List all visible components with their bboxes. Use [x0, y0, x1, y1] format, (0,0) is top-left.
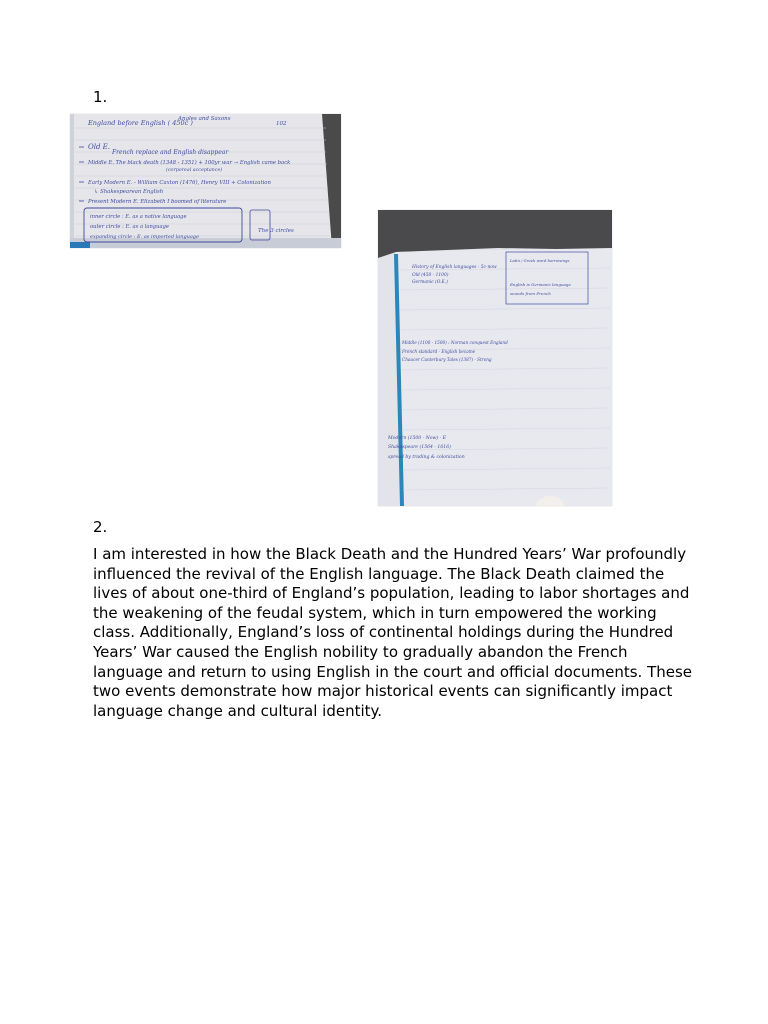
photo2-line: Old (450 - 1100) — [412, 273, 449, 278]
photo1-line: (corporeal acceptance) — [166, 168, 223, 173]
photo1-line: The 3 circles — [258, 228, 294, 234]
photo2-line: Middle (1100 - 1500) : Norman conquest England — [402, 340, 508, 345]
photo1-line: Early Modern E. - William Caxton (1476), Henry VIII + Colonization — [88, 180, 271, 186]
notebook-photo-2 — [378, 210, 612, 506]
photo1-line: Middle E. The black death (1348 - 1351) + 100yr war → English came back — [88, 160, 291, 166]
photo2-line: Germanic (O.E.) — [412, 280, 448, 285]
answer-paragraph: I am interested in how the Black Death and the Hundred Years’ War profoundly influenced the revival of the English language. The Black Death claimed the lives of about one-third of England’s population, leading to labor shortages and the weakening of the feudal system, which in turn empowered the working class. Additionally, England’s loss of continental holdings during the Hundred Years’ War caused the English nobility to gradually abandon the French language and return to using English in the court and official documents. These two events demonstrate how major historical events can significantly impact language change and cultural identity. — [93, 545, 693, 720]
photo2-line: French standard - English became — [402, 349, 476, 354]
photo1-header: England before English ( 450c ) — [88, 119, 193, 127]
item-number-1: 1. — [93, 88, 108, 106]
photo1-line: Present Modern E. Elizabeth I boomed of literature — [88, 199, 227, 205]
photo2-line: Chaucer Canterbury Tales (1387) - Strong — [402, 357, 492, 362]
photo2-line: sounds from French — [510, 291, 551, 296]
photo1-top-note: Angles and Saxons — [178, 116, 231, 122]
photo2-line: Latin / Greek word borrowings — [510, 258, 570, 263]
photo2-line: spread by trading & colonization — [388, 455, 465, 460]
item-number-2: 2. — [93, 518, 108, 536]
photo2-line: Shakespeare (1564 - 1616) — [388, 445, 451, 450]
photo2-line: English is Germanic language — [510, 282, 571, 287]
photo1-page-number: 102 — [276, 121, 287, 127]
photo2-line: Modern (1500 - Now) - E — [388, 436, 447, 441]
photo1-line: French replace and English disappear — [112, 149, 229, 156]
photo1-line: Old E. — [88, 143, 111, 151]
photo1-line: outer circle : E. as a language — [90, 224, 169, 230]
photo1-line: inner circle : E. as a native language — [90, 214, 187, 220]
photo1-line: ↳ Shakespearean English — [94, 189, 164, 195]
notebook-photo-1 — [70, 114, 341, 248]
photo2-line: History of English languages - 5c-now — [412, 265, 497, 270]
photo1-line: expanding circle : E. as imported language — [90, 234, 200, 240]
